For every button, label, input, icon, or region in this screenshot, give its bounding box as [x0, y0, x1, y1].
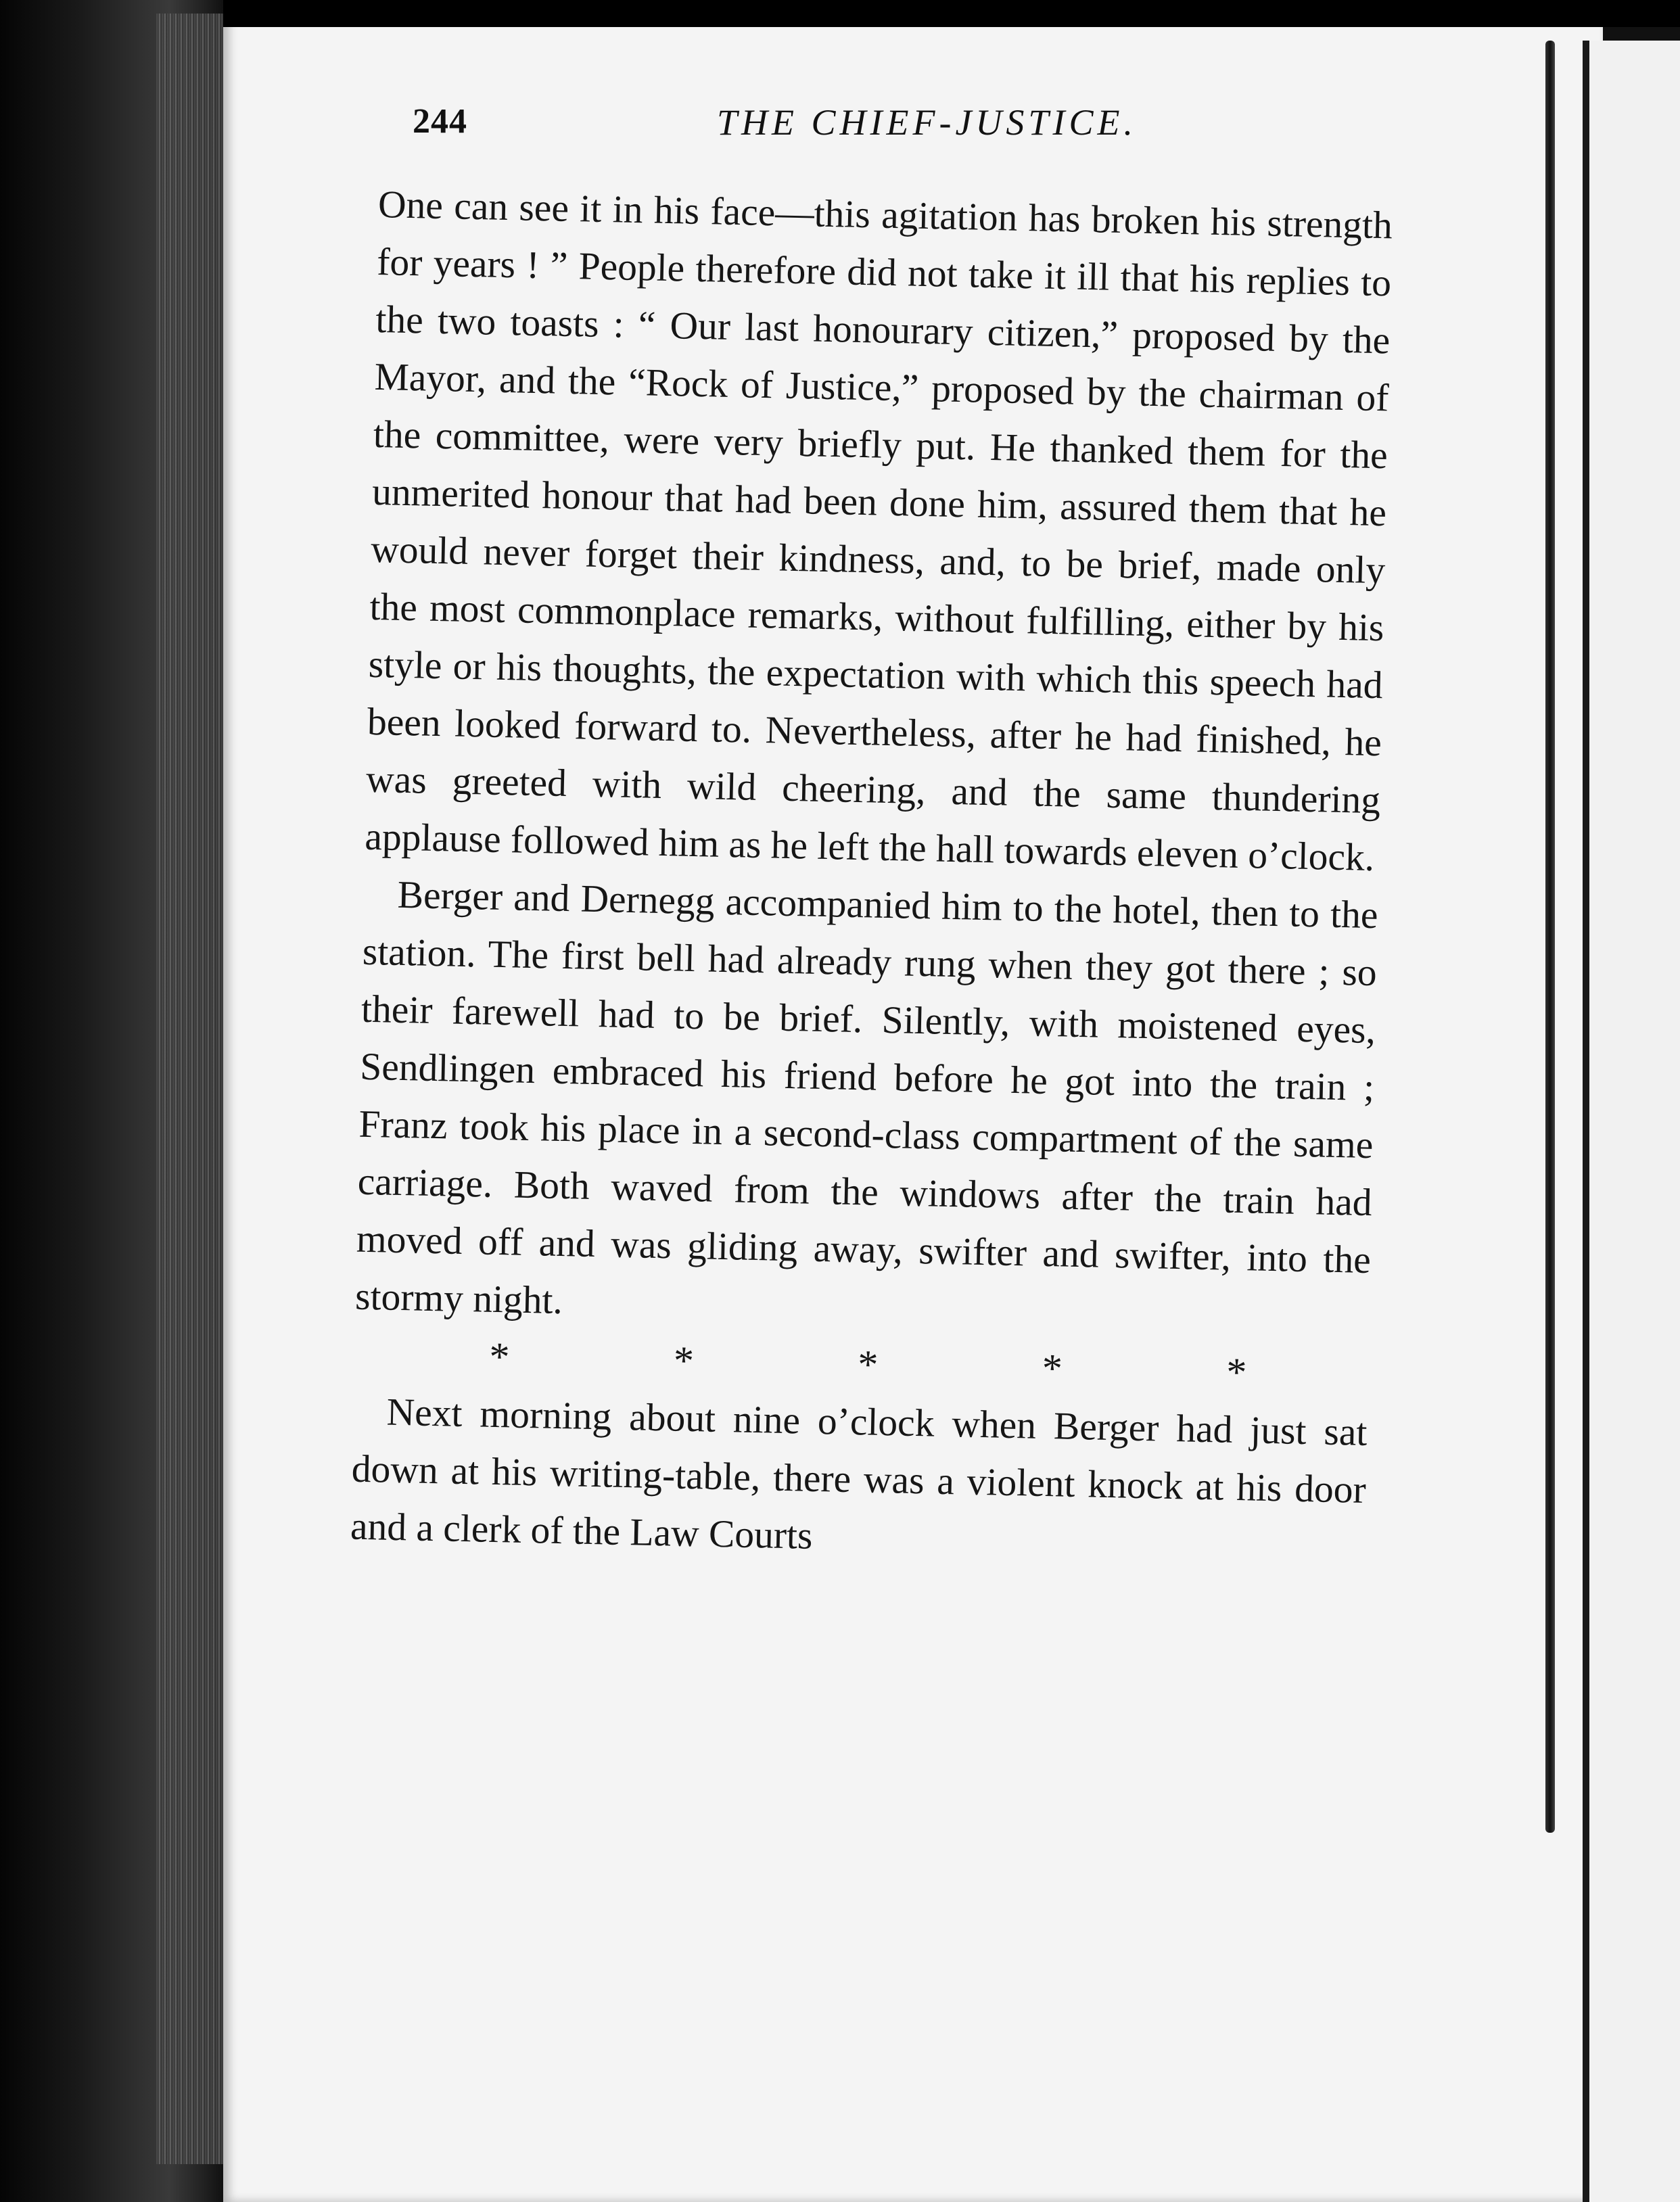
section-break-star: *	[1226, 1349, 1247, 1395]
running-title: THE CHIEF-JUSTICE.	[717, 102, 1137, 143]
facing-page-edge	[1583, 41, 1680, 2202]
page-number: 244	[413, 102, 467, 141]
section-break-star: *	[857, 1342, 879, 1387]
paragraph-3: Next morning about nine o’clock when Berger had just sat down at his writing-table, there was a violent knock at his door and a clerk of the Law Courts	[350, 1390, 1368, 1557]
scan-top-border	[223, 0, 1680, 27]
paragraph-1: One can see it in his face—this agitation has broken his strength for years ! ” People therefore did not take it ill that his replies to the two toasts : “ Our last honourary citizen,” proposed by the Mayor, and the “Rock of Justice,” proposed by the chairman of the committee, were very briefly put. He thanked them for the unmerited honour that had been done him, assured them that he would never forget their kindness, and, to be brief, made only the most commonplace remarks, without fulfilling, either by his style or his thoughts, the expectation with which this speech had been looked forward to. Nevertheless, after he had finished, he was greeted with wild cheering, and the same thundering applause followed him as he left the hall towards eleven o’clock.	[364, 183, 1393, 880]
page-header	[413, 101, 1427, 156]
gutter-shadow	[1545, 41, 1555, 1833]
paragraph-2: Berger and Dernegg accompanied him to the hotel, then to the station. The first bell had already rung when they got there ; so their farewell had to be brief. Silently, with moistened eyes, Sendlingen embraced his friend before he got into the train ; Franz took his place in a second-class compartment of the same carriage. Both waved from the windows after the train had moved off and was gliding away, swifter and swifter, into the stormy night.	[354, 873, 1379, 1323]
body-text	[350, 176, 1393, 1576]
section-break-star: *	[1042, 1345, 1063, 1391]
section-break-star: *	[673, 1338, 695, 1384]
section-break-star: *	[488, 1334, 511, 1380]
